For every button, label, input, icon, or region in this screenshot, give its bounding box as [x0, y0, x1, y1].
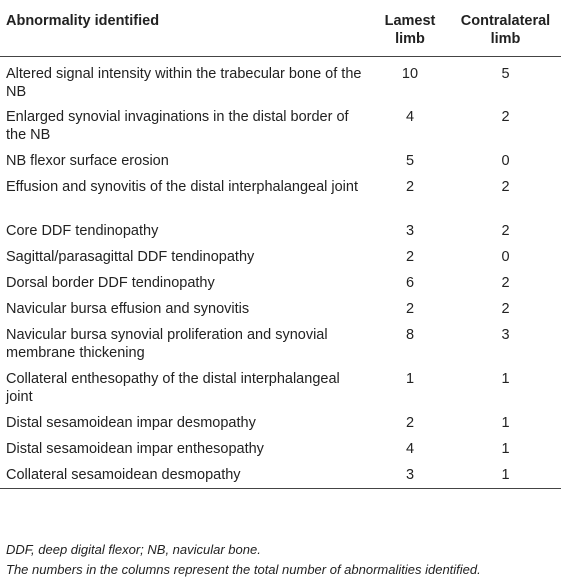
row-label: Altered signal intensity within the trabecular bone of the NB: [6, 65, 362, 100]
row-lamest-value: 10: [401, 65, 419, 82]
row-lamest-value: 2: [405, 301, 415, 317]
row-contralateral-value: 0: [501, 153, 510, 169]
row-label: Dorsal border DDF tendinopathy: [6, 275, 215, 291]
row-lamest-value: 8: [405, 327, 415, 343]
table-footnotes: [6, 540, 481, 580]
row-contralateral-value: 1: [501, 415, 510, 431]
row-label: Distal sesamoidean impar enthesopathy: [6, 441, 264, 457]
row-lamest-value: 1: [405, 371, 415, 387]
table-row: [0, 296, 561, 322]
row-contralateral-value: 2: [501, 223, 510, 239]
row-lamest-value: 3: [370, 462, 450, 488]
table-row: [0, 56, 561, 104]
table-row: [0, 322, 561, 366]
row-lamest-value: 4: [405, 441, 415, 457]
row-label: Distal sesamoidean impar desmopathy: [6, 415, 256, 431]
row-label: Navicular bursa synovial proliferation and synovial membrane thickening: [6, 327, 328, 361]
row-contralateral-value: 2: [501, 179, 510, 195]
table-header: [0, 0, 561, 56]
row-contralateral-value: 5: [501, 65, 510, 82]
row-label: Effusion and synovitis of the distal interphalangeal joint: [6, 179, 358, 195]
row-contralateral-value: 2: [501, 301, 510, 317]
table-body: [0, 56, 561, 488]
header-abnormality: Abnormality identified: [0, 0, 370, 56]
footnote-explanation: The numbers in the columns represent the total number of abnormalities identified.: [6, 562, 481, 577]
row-label: Sagittal/parasagittal DDF tendinopathy: [6, 249, 255, 265]
row-lamest-value: 2: [405, 415, 415, 431]
row-label: NB flexor surface erosion: [6, 153, 169, 169]
row-lamest-value: 6: [405, 275, 415, 291]
row-contralateral-value: 2: [501, 109, 510, 125]
row-contralateral-value: 1: [450, 462, 561, 488]
table-row: [0, 244, 561, 270]
table-row: [0, 462, 561, 488]
row-label: Navicular bursa effusion and synovitis: [6, 301, 250, 317]
table-row: [0, 436, 561, 462]
row-lamest-value: 2: [405, 249, 415, 265]
row-label: Core DDF tendinopathy: [6, 223, 159, 239]
row-label: Enlarged synovial invaginations in the distal border of the NB: [6, 109, 349, 143]
header-lamest-limb: Lamest limb: [370, 0, 450, 56]
table-row: [0, 270, 561, 296]
footnote-abbreviations: DDF, deep digital flexor; NB, navicular bone.: [6, 542, 261, 557]
row-contralateral-value: 1: [501, 371, 510, 387]
table-row: [0, 148, 561, 174]
row-lamest-value: 4: [405, 109, 415, 125]
table-row: [0, 410, 561, 436]
row-lamest-value: 3: [405, 223, 415, 239]
row-contralateral-value: 2: [501, 275, 510, 291]
table-row: [0, 174, 561, 218]
row-contralateral-value: 1: [501, 441, 510, 457]
row-label: Collateral sesamoidean desmopathy: [0, 462, 370, 488]
header-contralateral-limb: Contralateral limb: [450, 0, 561, 56]
row-label: Collateral enthesopathy of the distal interphalangeal joint: [6, 371, 340, 405]
table-row: [0, 366, 561, 410]
row-contralateral-value: 3: [501, 327, 510, 343]
table-row: [0, 218, 561, 244]
row-lamest-value: 2: [405, 179, 415, 195]
row-contralateral-value: 0: [501, 249, 510, 265]
table-row: [0, 104, 561, 148]
row-lamest-value: 5: [405, 153, 415, 169]
